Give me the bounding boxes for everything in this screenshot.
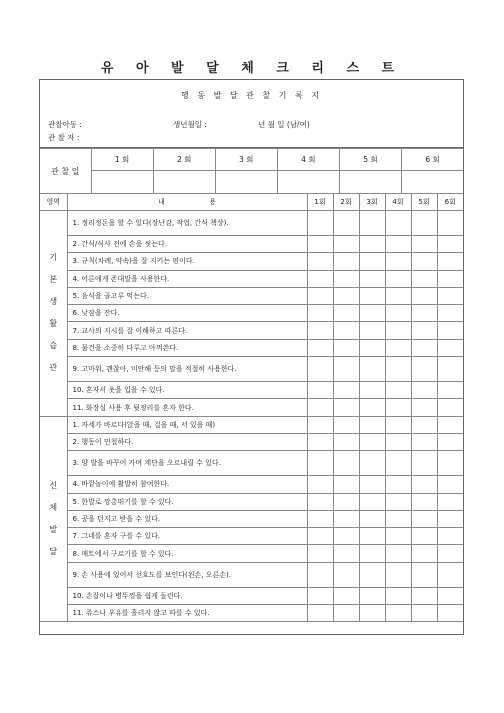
check-cell-round-4[interactable] xyxy=(385,510,411,527)
check-cell-round-3[interactable] xyxy=(359,322,385,339)
check-cell-round-5[interactable] xyxy=(411,399,437,416)
item-text: 10. 손잡이나 병뚜껑을 쉽게 돌린다. xyxy=(67,587,307,604)
check-cell-round-4[interactable] xyxy=(385,382,411,399)
item-text: 7. 교사의 지시를 잘 이해하고 따른다. xyxy=(67,322,307,339)
session-1-date-input[interactable] xyxy=(92,171,154,193)
check-cell-round-3[interactable] xyxy=(359,545,385,562)
check-cell-round-2[interactable] xyxy=(333,433,359,450)
checklist-item-row xyxy=(40,322,463,339)
check-cell-round-6[interactable] xyxy=(437,211,463,236)
check-cell-round-1[interactable] xyxy=(307,545,333,562)
check-cell-round-2[interactable] xyxy=(333,211,359,236)
check-cell-round-4[interactable] xyxy=(385,433,411,450)
check-cell-round-6[interactable] xyxy=(437,322,463,339)
session-header-row xyxy=(40,149,463,171)
check-cell-round-6[interactable] xyxy=(437,545,463,562)
check-cell-round-6[interactable] xyxy=(437,510,463,527)
check-cell-round-1[interactable] xyxy=(307,451,333,476)
session-6-date-input[interactable] xyxy=(402,171,463,193)
check-cell-round-1[interactable] xyxy=(307,287,333,304)
check-cell-round-6[interactable] xyxy=(437,253,463,270)
checklist-item-row xyxy=(40,357,463,382)
observation-date-label: 관 찰 일 xyxy=(40,149,91,194)
item-text: 9. 손 사용에 있어서 선호도를 보인다(왼손, 오른손). xyxy=(67,562,307,587)
check-cell-round-3[interactable] xyxy=(359,270,385,287)
check-cell-round-3[interactable] xyxy=(359,357,385,382)
section-1-area xyxy=(40,211,67,417)
item-text: 4. 어른에게 존대말을 사용한다. xyxy=(67,270,307,287)
checklist-table xyxy=(40,148,463,622)
check-cell-round-5[interactable] xyxy=(411,236,437,253)
checklist-item-row xyxy=(40,476,463,493)
checklist-item-row xyxy=(40,433,463,450)
check-cell-round-3[interactable] xyxy=(359,382,385,399)
check-cell-round-5[interactable] xyxy=(411,416,437,433)
session-4-date-input[interactable] xyxy=(278,171,340,193)
birthdate-field[interactable]: 생년월일 : xyxy=(173,120,207,129)
form-subtitle: 행 동 발 달 관 찰 기 록 지 xyxy=(181,91,322,100)
check-cell-round-3[interactable] xyxy=(359,253,385,270)
session-1-label: 1 회 xyxy=(92,149,154,170)
item-text: 6. 낮잠을 잔다. xyxy=(67,305,307,322)
check-cell-round-5[interactable] xyxy=(411,493,437,510)
check-cell-round-3[interactable] xyxy=(359,587,385,604)
check-cell-round-6[interactable] xyxy=(437,605,463,622)
check-cell-round-6[interactable] xyxy=(437,433,463,450)
check-cell-round-3[interactable] xyxy=(359,416,385,433)
check-cell-round-3[interactable] xyxy=(359,236,385,253)
check-cell-round-2[interactable] xyxy=(333,605,359,622)
checklist-item-row xyxy=(40,382,463,399)
check-cell-round-6[interactable] xyxy=(437,399,463,416)
observer-field[interactable]: 관 찰 자 : xyxy=(48,133,80,142)
column-header-row xyxy=(40,194,463,211)
area-header: 영역 xyxy=(40,194,67,211)
check-cell-round-5[interactable] xyxy=(411,476,437,493)
round-2-header: 2회 xyxy=(333,194,359,211)
check-cell-round-5[interactable] xyxy=(411,433,437,450)
item-text: 4. 바깥놀이에 활발히 참여한다. xyxy=(67,476,307,493)
check-cell-round-5[interactable] xyxy=(411,270,437,287)
check-cell-round-3[interactable] xyxy=(359,399,385,416)
check-cell-round-5[interactable] xyxy=(411,528,437,545)
check-cell-round-4[interactable] xyxy=(385,305,411,322)
check-cell-round-2[interactable] xyxy=(333,416,359,433)
check-cell-round-4[interactable] xyxy=(385,357,411,382)
check-cell-round-3[interactable] xyxy=(359,433,385,450)
item-text: 1. 자세가 바르다(앉을 때, 걸을 때, 서 있을 때) xyxy=(67,416,307,433)
check-cell-round-1[interactable] xyxy=(307,236,333,253)
content-header: 내 용 xyxy=(67,194,307,211)
check-cell-round-1[interactable] xyxy=(307,528,333,545)
check-cell-round-2[interactable] xyxy=(333,339,359,356)
check-cell-round-1[interactable] xyxy=(307,562,333,587)
check-cell-round-6[interactable] xyxy=(437,305,463,322)
check-cell-round-4[interactable] xyxy=(385,476,411,493)
session-2-date-input[interactable] xyxy=(154,171,216,193)
item-text: 5. 한발로 깡총뛰기를 할 수 있다. xyxy=(67,493,307,510)
check-cell-round-6[interactable] xyxy=(437,236,463,253)
session-4-label: 4 회 xyxy=(278,149,340,170)
check-cell-round-5[interactable] xyxy=(411,287,437,304)
session-3-label: 3 회 xyxy=(216,149,278,170)
check-cell-round-4[interactable] xyxy=(385,451,411,476)
check-cell-round-1[interactable] xyxy=(307,357,333,382)
check-cell-round-4[interactable] xyxy=(385,211,411,236)
area-char: 체 xyxy=(49,503,58,512)
check-cell-round-4[interactable] xyxy=(385,236,411,253)
checklist-item-row xyxy=(40,587,463,604)
check-cell-round-3[interactable] xyxy=(359,493,385,510)
check-cell-round-2[interactable] xyxy=(333,562,359,587)
check-cell-round-1[interactable] xyxy=(307,339,333,356)
section-2-area xyxy=(40,416,67,622)
check-cell-round-4[interactable] xyxy=(385,416,411,433)
round-3-header: 3회 xyxy=(359,194,385,211)
item-text: 1. 정리정돈을 할 수 있다(장난감, 작업, 간식 책상). xyxy=(67,211,307,236)
check-cell-round-5[interactable] xyxy=(411,451,437,476)
check-cell-round-1[interactable] xyxy=(307,510,333,527)
check-cell-round-6[interactable] xyxy=(437,339,463,356)
check-cell-round-2[interactable] xyxy=(333,510,359,527)
check-cell-round-6[interactable] xyxy=(437,528,463,545)
checklist-item-row xyxy=(40,416,463,433)
check-cell-round-5[interactable] xyxy=(411,587,437,604)
check-cell-round-2[interactable] xyxy=(333,587,359,604)
check-cell-round-5[interactable] xyxy=(411,211,437,236)
observation-header xyxy=(40,80,463,148)
session-3-date-input[interactable] xyxy=(216,171,278,193)
round-6-header: 6회 xyxy=(437,194,463,211)
check-cell-round-3[interactable] xyxy=(359,562,385,587)
check-cell-round-4[interactable] xyxy=(385,270,411,287)
check-cell-round-6[interactable] xyxy=(437,476,463,493)
check-cell-round-4[interactable] xyxy=(385,493,411,510)
check-cell-round-5[interactable] xyxy=(411,510,437,527)
check-cell-round-3[interactable] xyxy=(359,305,385,322)
session-date-cells xyxy=(91,171,463,194)
check-cell-round-2[interactable] xyxy=(333,476,359,493)
check-cell-round-1[interactable] xyxy=(307,605,333,622)
check-cell-round-2[interactable] xyxy=(333,305,359,322)
check-cell-round-3[interactable] xyxy=(359,510,385,527)
check-cell-round-1[interactable] xyxy=(307,382,333,399)
item-text: 2. 간식/식사 전에 손을 씻는다. xyxy=(67,236,307,253)
item-text: 8. 물건을 소중히 다루고 아껴쓴다. xyxy=(67,339,307,356)
area-char: 기 xyxy=(49,253,58,263)
checklist-item-row xyxy=(40,493,463,510)
item-text: 6. 공을 던지고 받을 수 있다. xyxy=(67,510,307,527)
document-title: 유 아 발 달 체 크 리 스 트 xyxy=(100,61,404,76)
session-5-date-input[interactable] xyxy=(340,171,402,193)
check-cell-round-5[interactable] xyxy=(411,382,437,399)
check-cell-round-1[interactable] xyxy=(307,399,333,416)
check-cell-round-2[interactable] xyxy=(333,528,359,545)
area-char: 생 xyxy=(49,297,58,307)
checklist-item-row xyxy=(40,236,463,253)
check-cell-round-2[interactable] xyxy=(333,287,359,304)
checklist-item-row xyxy=(40,528,463,545)
checklist-item-row xyxy=(40,562,463,587)
area-char: 발 xyxy=(49,525,58,534)
item-text: 2. 행동이 민첩하다. xyxy=(67,433,307,450)
item-text: 10. 혼자서 옷을 입을 수 있다. xyxy=(67,382,307,399)
check-cell-round-2[interactable] xyxy=(333,493,359,510)
round-1-header: 1회 xyxy=(307,194,333,211)
check-cell-round-6[interactable] xyxy=(437,270,463,287)
check-cell-round-4[interactable] xyxy=(385,253,411,270)
check-cell-round-6[interactable] xyxy=(437,382,463,399)
check-cell-round-6[interactable] xyxy=(437,562,463,587)
check-cell-round-2[interactable] xyxy=(333,357,359,382)
check-cell-round-1[interactable] xyxy=(307,322,333,339)
check-cell-round-4[interactable] xyxy=(385,562,411,587)
item-text: 3. 양 발을 바꾸어 가며 계단을 오르내릴 수 있다. xyxy=(67,451,307,476)
check-cell-round-3[interactable] xyxy=(359,476,385,493)
check-cell-round-6[interactable] xyxy=(437,451,463,476)
session-5-label: 5 회 xyxy=(340,149,402,170)
check-cell-round-2[interactable] xyxy=(333,545,359,562)
item-text: 11. 쥬스나 우유를 흘리지 않고 따를 수 있다. xyxy=(67,605,307,622)
session-6-label: 6 회 xyxy=(425,155,440,164)
check-cell-round-2[interactable] xyxy=(333,451,359,476)
checklist-item-row xyxy=(40,253,463,270)
check-cell-round-3[interactable] xyxy=(359,451,385,476)
child-name-field[interactable]: 관찰아동 : xyxy=(48,120,82,129)
check-cell-round-1[interactable] xyxy=(307,416,333,433)
checklist-sheet xyxy=(39,79,464,635)
checklist-item-row xyxy=(40,545,463,562)
checklist-item-row xyxy=(40,399,463,416)
check-cell-round-5[interactable] xyxy=(411,562,437,587)
check-cell-round-1[interactable] xyxy=(307,476,333,493)
check-cell-round-6[interactable] xyxy=(437,287,463,304)
check-cell-round-2[interactable] xyxy=(333,382,359,399)
checklist-item-row xyxy=(40,451,463,476)
item-text: 11. 화장실 사용 후 뒷정리를 혼자 한다. xyxy=(67,399,307,416)
check-cell-round-3[interactable] xyxy=(359,211,385,236)
check-cell-round-4[interactable] xyxy=(385,322,411,339)
round-4-header: 4회 xyxy=(385,194,411,211)
check-cell-round-5[interactable] xyxy=(411,339,437,356)
check-cell-round-5[interactable] xyxy=(411,545,437,562)
check-cell-round-3[interactable] xyxy=(359,339,385,356)
area-char: 습 xyxy=(49,341,58,351)
check-cell-round-1[interactable] xyxy=(307,253,333,270)
session-2-label: 2 회 xyxy=(154,149,216,170)
check-cell-round-1[interactable] xyxy=(307,493,333,510)
area-char: 본 xyxy=(49,275,58,285)
checklist-item-row xyxy=(40,305,463,322)
checklist-item-row xyxy=(40,510,463,527)
item-text: 3. 규칙(차례, 약속)을 잘 지키는 편이다. xyxy=(67,253,307,270)
checklist-item-row xyxy=(40,605,463,622)
check-cell-round-4[interactable] xyxy=(385,545,411,562)
check-cell-round-5[interactable] xyxy=(411,305,437,322)
check-cell-round-5[interactable] xyxy=(411,322,437,339)
check-cell-round-5[interactable] xyxy=(411,605,437,622)
check-cell-round-5[interactable] xyxy=(411,357,437,382)
check-cell-round-6[interactable] xyxy=(437,493,463,510)
check-cell-round-5[interactable] xyxy=(411,253,437,270)
check-cell-round-1[interactable] xyxy=(307,270,333,287)
area-char: 관 xyxy=(49,363,58,373)
check-cell-round-3[interactable] xyxy=(359,528,385,545)
check-cell-round-6[interactable] xyxy=(437,416,463,433)
session-date-row xyxy=(40,171,463,194)
area-char: 활 xyxy=(49,319,58,329)
check-cell-round-4[interactable] xyxy=(385,399,411,416)
checklist-item-row xyxy=(40,287,463,304)
checklist-item-row xyxy=(40,339,463,356)
check-cell-round-2[interactable] xyxy=(333,270,359,287)
check-cell-round-6[interactable] xyxy=(437,587,463,604)
item-text: 9. 고마워, 괜찮아, 미안해 등의 말을 적절히 사용한다. xyxy=(67,357,307,382)
check-cell-round-1[interactable] xyxy=(307,587,333,604)
check-cell-round-4[interactable] xyxy=(385,528,411,545)
check-cell-round-2[interactable] xyxy=(333,399,359,416)
check-cell-round-2[interactable] xyxy=(333,322,359,339)
birthdate-parts: 년 월 일 (남/여) xyxy=(258,120,310,129)
item-text: 8. 매트에서 구르기를 할 수 있다. xyxy=(67,545,307,562)
session-cells xyxy=(91,149,463,171)
check-cell-round-2[interactable] xyxy=(333,253,359,270)
check-cell-round-4[interactable] xyxy=(385,587,411,604)
check-cell-round-2[interactable] xyxy=(333,236,359,253)
area-char: 달 xyxy=(49,547,58,556)
item-text: 7. 그네를 혼자 구를 수 있다. xyxy=(67,528,307,545)
check-cell-round-1[interactable] xyxy=(307,211,333,236)
checklist-item-row xyxy=(40,211,463,236)
item-text: 5. 음식을 골고루 먹는다. xyxy=(67,287,307,304)
checklist-item-row xyxy=(40,270,463,287)
check-cell-round-3[interactable] xyxy=(359,605,385,622)
check-cell-round-1[interactable] xyxy=(307,305,333,322)
check-cell-round-4[interactable] xyxy=(385,339,411,356)
check-cell-round-6[interactable] xyxy=(437,357,463,382)
area-char: 신 xyxy=(49,481,58,490)
round-5-header: 5회 xyxy=(411,194,437,211)
check-cell-round-3[interactable] xyxy=(359,287,385,304)
check-cell-round-1[interactable] xyxy=(307,433,333,450)
check-cell-round-4[interactable] xyxy=(385,287,411,304)
check-cell-round-4[interactable] xyxy=(385,605,411,622)
